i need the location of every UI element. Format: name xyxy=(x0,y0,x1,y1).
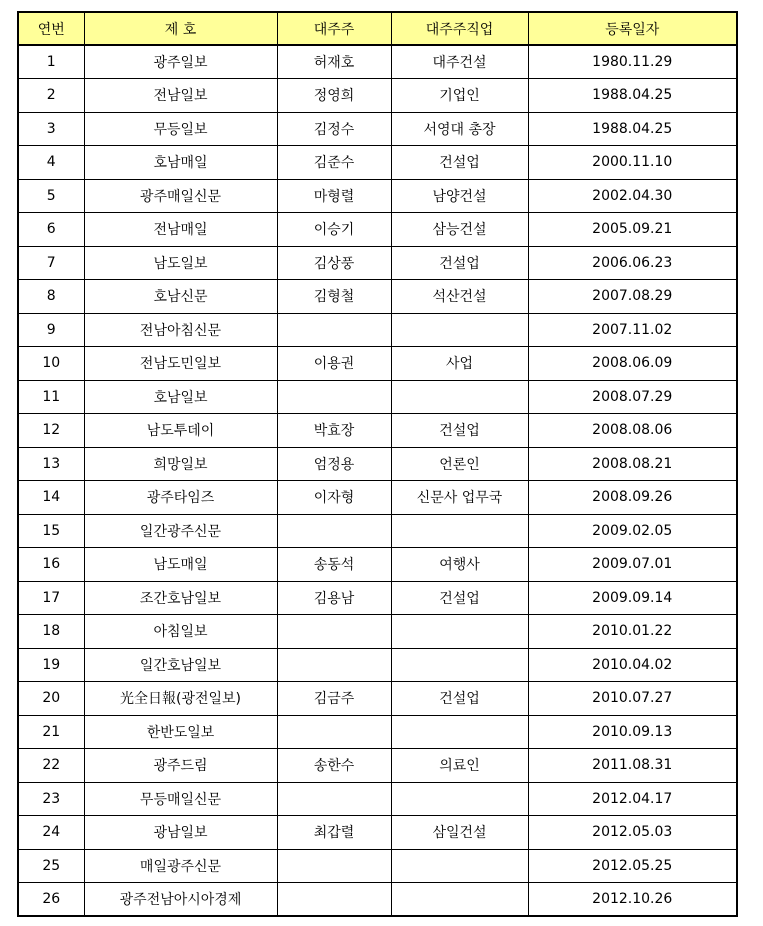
serial-number-cell: 24 xyxy=(18,816,84,850)
newspaper-title-cell: 일간광주신문 xyxy=(84,514,277,548)
header-serial-number: 연번 xyxy=(18,12,84,45)
table-header xyxy=(18,12,737,45)
table-row xyxy=(18,849,737,883)
serial-number-cell: 23 xyxy=(18,782,84,816)
table-body xyxy=(18,45,737,916)
shareholder-occupation-cell xyxy=(391,648,528,682)
serial-number-cell: 5 xyxy=(18,179,84,213)
registration-date-cell: 2012.05.25 xyxy=(528,849,737,883)
serial-number-cell: 3 xyxy=(18,112,84,146)
table-row xyxy=(18,45,737,79)
registration-date-cell: 2008.07.29 xyxy=(528,380,737,414)
header-major-shareholder: 대주주 xyxy=(277,12,391,45)
newspaper-title-cell: 光全日報(광전일보) xyxy=(84,682,277,716)
registration-date-cell: 2007.11.02 xyxy=(528,313,737,347)
newspaper-title-cell: 한반도일보 xyxy=(84,715,277,749)
newspaper-title-cell: 광주일보 xyxy=(84,45,277,79)
shareholder-occupation-cell: 신문사 업무국 xyxy=(391,481,528,515)
newspaper-registration-table xyxy=(17,11,738,917)
major-shareholder-cell: 송한수 xyxy=(277,749,391,783)
shareholder-occupation-cell: 서영대 총장 xyxy=(391,112,528,146)
major-shareholder-cell: 이승기 xyxy=(277,213,391,247)
table-row xyxy=(18,447,737,481)
shareholder-occupation-cell xyxy=(391,883,528,917)
table-row xyxy=(18,648,737,682)
serial-number-cell: 2 xyxy=(18,79,84,113)
newspaper-title-cell: 광주타임즈 xyxy=(84,481,277,515)
major-shareholder-cell: 송동석 xyxy=(277,548,391,582)
header-newspaper-title: 제 호 xyxy=(84,12,277,45)
serial-number-cell: 11 xyxy=(18,380,84,414)
major-shareholder-cell: 이자형 xyxy=(277,481,391,515)
major-shareholder-cell: 이용권 xyxy=(277,347,391,381)
newspaper-title-cell: 무등일보 xyxy=(84,112,277,146)
table-row xyxy=(18,280,737,314)
serial-number-cell: 15 xyxy=(18,514,84,548)
registration-date-cell: 2012.10.26 xyxy=(528,883,737,917)
registration-date-cell: 2010.04.02 xyxy=(528,648,737,682)
table-row xyxy=(18,246,737,280)
major-shareholder-cell xyxy=(277,883,391,917)
serial-number-cell: 6 xyxy=(18,213,84,247)
shareholder-occupation-cell: 사업 xyxy=(391,347,528,381)
table-row xyxy=(18,715,737,749)
serial-number-cell: 14 xyxy=(18,481,84,515)
table-row xyxy=(18,79,737,113)
table-row xyxy=(18,213,737,247)
shareholder-occupation-cell: 석산건설 xyxy=(391,280,528,314)
newspaper-title-cell: 조간호남일보 xyxy=(84,581,277,615)
serial-number-cell: 16 xyxy=(18,548,84,582)
table-row xyxy=(18,548,737,582)
major-shareholder-cell xyxy=(277,514,391,548)
serial-number-cell: 25 xyxy=(18,849,84,883)
shareholder-occupation-cell xyxy=(391,380,528,414)
shareholder-occupation-cell: 건설업 xyxy=(391,414,528,448)
serial-number-cell: 1 xyxy=(18,45,84,79)
serial-number-cell: 12 xyxy=(18,414,84,448)
registration-date-cell: 2012.04.17 xyxy=(528,782,737,816)
registration-date-cell: 2000.11.10 xyxy=(528,146,737,180)
major-shareholder-cell xyxy=(277,648,391,682)
shareholder-occupation-cell xyxy=(391,782,528,816)
registration-date-cell: 2002.04.30 xyxy=(528,179,737,213)
registration-date-cell: 2009.09.14 xyxy=(528,581,737,615)
shareholder-occupation-cell: 건설업 xyxy=(391,246,528,280)
newspaper-title-cell: 매일광주신문 xyxy=(84,849,277,883)
registration-date-cell: 2010.01.22 xyxy=(528,615,737,649)
major-shareholder-cell: 정영희 xyxy=(277,79,391,113)
shareholder-occupation-cell: 의료인 xyxy=(391,749,528,783)
major-shareholder-cell: 김금주 xyxy=(277,682,391,716)
newspaper-title-cell: 호남매일 xyxy=(84,146,277,180)
registration-date-cell: 1988.04.25 xyxy=(528,112,737,146)
serial-number-cell: 9 xyxy=(18,313,84,347)
major-shareholder-cell: 허재호 xyxy=(277,45,391,79)
major-shareholder-cell: 김정수 xyxy=(277,112,391,146)
table-row xyxy=(18,816,737,850)
serial-number-cell: 18 xyxy=(18,615,84,649)
registration-date-cell: 2012.05.03 xyxy=(528,816,737,850)
newspaper-title-cell: 전남아침신문 xyxy=(84,313,277,347)
registration-date-cell: 2006.06.23 xyxy=(528,246,737,280)
newspaper-title-cell: 희망일보 xyxy=(84,447,277,481)
major-shareholder-cell xyxy=(277,715,391,749)
major-shareholder-cell: 김준수 xyxy=(277,146,391,180)
table-row xyxy=(18,481,737,515)
table-row xyxy=(18,782,737,816)
major-shareholder-cell: 김상풍 xyxy=(277,246,391,280)
major-shareholder-cell: 마형렬 xyxy=(277,179,391,213)
serial-number-cell: 17 xyxy=(18,581,84,615)
table-row xyxy=(18,414,737,448)
registration-date-cell: 2008.09.26 xyxy=(528,481,737,515)
header-shareholder-occupation: 대주주직업 xyxy=(391,12,528,45)
major-shareholder-cell xyxy=(277,313,391,347)
major-shareholder-cell xyxy=(277,849,391,883)
major-shareholder-cell: 박효장 xyxy=(277,414,391,448)
serial-number-cell: 21 xyxy=(18,715,84,749)
table-row xyxy=(18,313,737,347)
major-shareholder-cell xyxy=(277,615,391,649)
newspaper-title-cell: 아침일보 xyxy=(84,615,277,649)
header-row xyxy=(18,12,737,45)
serial-number-cell: 19 xyxy=(18,648,84,682)
table-row xyxy=(18,146,737,180)
newspaper-title-cell: 광남일보 xyxy=(84,816,277,850)
registration-date-cell: 2008.08.06 xyxy=(528,414,737,448)
shareholder-occupation-cell: 삼능건설 xyxy=(391,213,528,247)
newspaper-title-cell: 전남도민일보 xyxy=(84,347,277,381)
major-shareholder-cell xyxy=(277,782,391,816)
table-row xyxy=(18,347,737,381)
registration-date-cell: 2007.08.29 xyxy=(528,280,737,314)
major-shareholder-cell: 최갑렬 xyxy=(277,816,391,850)
registration-date-cell: 2008.08.21 xyxy=(528,447,737,481)
registration-date-cell: 2009.02.05 xyxy=(528,514,737,548)
shareholder-occupation-cell: 언론인 xyxy=(391,447,528,481)
table-row xyxy=(18,615,737,649)
major-shareholder-cell: 김형철 xyxy=(277,280,391,314)
shareholder-occupation-cell: 남양건설 xyxy=(391,179,528,213)
newspaper-title-cell: 호남신문 xyxy=(84,280,277,314)
shareholder-occupation-cell: 대주건설 xyxy=(391,45,528,79)
newspaper-title-cell: 호남일보 xyxy=(84,380,277,414)
serial-number-cell: 20 xyxy=(18,682,84,716)
major-shareholder-cell xyxy=(277,380,391,414)
registration-date-cell: 1980.11.29 xyxy=(528,45,737,79)
table-row xyxy=(18,380,737,414)
table-row xyxy=(18,682,737,716)
newspaper-title-cell: 일간호남일보 xyxy=(84,648,277,682)
shareholder-occupation-cell xyxy=(391,514,528,548)
shareholder-occupation-cell: 건설업 xyxy=(391,682,528,716)
shareholder-occupation-cell: 건설업 xyxy=(391,146,528,180)
newspaper-title-cell: 남도일보 xyxy=(84,246,277,280)
registration-date-cell: 2008.06.09 xyxy=(528,347,737,381)
newspaper-title-cell: 무등매일신문 xyxy=(84,782,277,816)
shareholder-occupation-cell: 삼일건설 xyxy=(391,816,528,850)
shareholder-occupation-cell xyxy=(391,849,528,883)
table-row xyxy=(18,179,737,213)
registration-date-cell: 2010.09.13 xyxy=(528,715,737,749)
shareholder-occupation-cell: 여행사 xyxy=(391,548,528,582)
table-row xyxy=(18,749,737,783)
shareholder-occupation-cell: 기업인 xyxy=(391,79,528,113)
serial-number-cell: 26 xyxy=(18,883,84,917)
table-row xyxy=(18,581,737,615)
registration-date-cell: 1988.04.25 xyxy=(528,79,737,113)
header-registration-date: 등록일자 xyxy=(528,12,737,45)
shareholder-occupation-cell xyxy=(391,715,528,749)
shareholder-occupation-cell: 건설업 xyxy=(391,581,528,615)
newspaper-title-cell: 전남매일 xyxy=(84,213,277,247)
shareholder-occupation-cell xyxy=(391,615,528,649)
newspaper-title-cell: 전남일보 xyxy=(84,79,277,113)
serial-number-cell: 10 xyxy=(18,347,84,381)
table-row xyxy=(18,883,737,917)
table-row xyxy=(18,514,737,548)
serial-number-cell: 4 xyxy=(18,146,84,180)
newspaper-title-cell: 남도투데이 xyxy=(84,414,277,448)
serial-number-cell: 7 xyxy=(18,246,84,280)
registration-date-cell: 2005.09.21 xyxy=(528,213,737,247)
serial-number-cell: 13 xyxy=(18,447,84,481)
registration-date-cell: 2009.07.01 xyxy=(528,548,737,582)
registration-date-cell: 2011.08.31 xyxy=(528,749,737,783)
newspaper-title-cell: 광주드림 xyxy=(84,749,277,783)
shareholder-occupation-cell xyxy=(391,313,528,347)
major-shareholder-cell: 엄정용 xyxy=(277,447,391,481)
serial-number-cell: 22 xyxy=(18,749,84,783)
major-shareholder-cell: 김용남 xyxy=(277,581,391,615)
registration-date-cell: 2010.07.27 xyxy=(528,682,737,716)
table-row xyxy=(18,112,737,146)
serial-number-cell: 8 xyxy=(18,280,84,314)
newspaper-title-cell: 광주전남아시아경제 xyxy=(84,883,277,917)
newspaper-title-cell: 광주매일신문 xyxy=(84,179,277,213)
newspaper-title-cell: 남도매일 xyxy=(84,548,277,582)
